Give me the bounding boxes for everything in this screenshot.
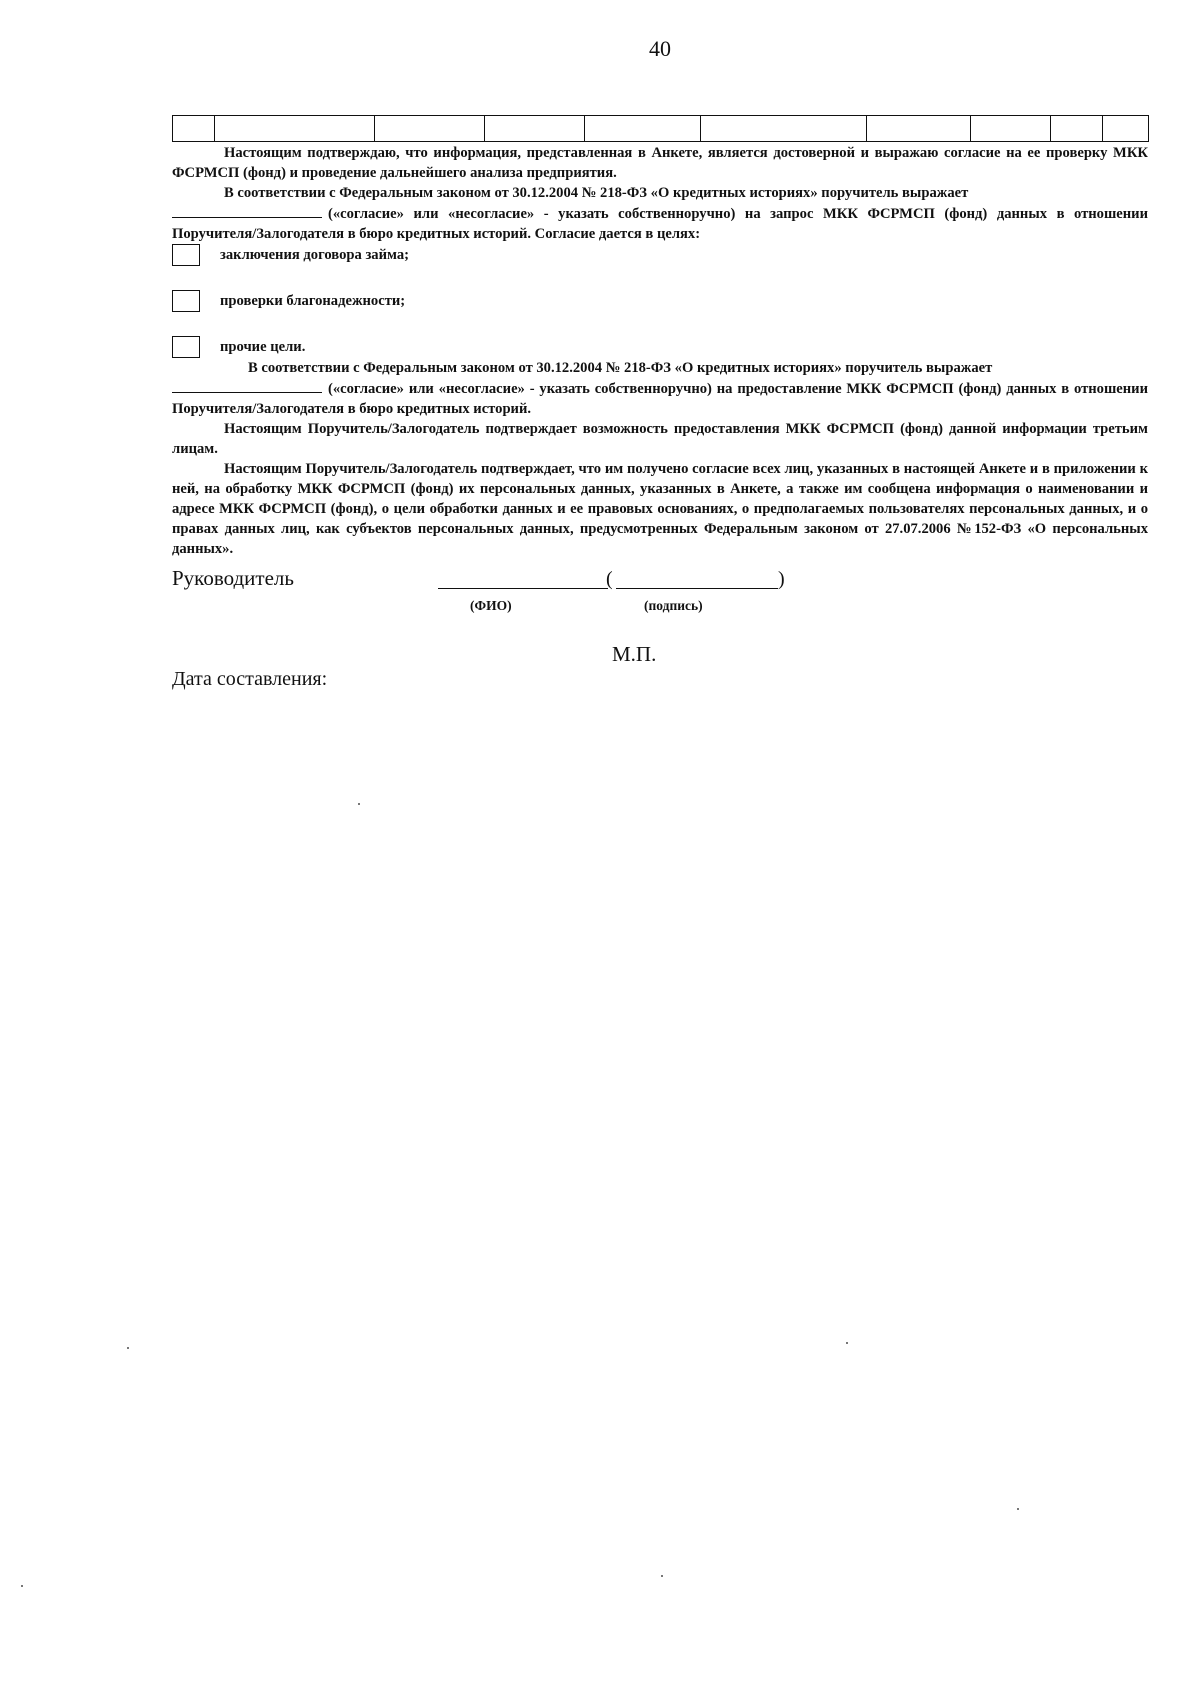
page-number: 40 bbox=[649, 36, 671, 61]
scan-speck bbox=[21, 1585, 23, 1587]
scan-speck bbox=[127, 1347, 129, 1349]
paragraph-credit-bureau-request bbox=[172, 183, 1148, 244]
date-label: Дата составления: bbox=[172, 668, 328, 690]
table-cell[interactable] bbox=[215, 116, 375, 142]
purpose-other-row[interactable] bbox=[172, 336, 1148, 358]
open-paren: ( bbox=[606, 568, 613, 590]
signature-line[interactable] bbox=[616, 588, 778, 589]
signature-caption: (подпись) bbox=[644, 598, 703, 613]
paragraph-credit-bureau-provision bbox=[172, 358, 1148, 419]
paragraph-text: В соответствии с Федеральным законом от 30.12.2004 № 218-ФЗ «О кредитных историях» поручитель выражает bbox=[224, 185, 969, 201]
table-cell[interactable] bbox=[1103, 116, 1149, 142]
table-cell[interactable] bbox=[701, 116, 867, 142]
scan-speck bbox=[358, 803, 360, 805]
table-cell[interactable] bbox=[375, 116, 485, 142]
purpose-other-checkbox[interactable] bbox=[172, 336, 200, 358]
paragraph-personal-data: Настоящим Поручитель/Залогодатель подтверждает, что им получено согласие всех лиц, указанных в настоящей Анкете и в приложении к ней, на обработку МКК ФСРМСП (фонд) их персональных данных, указанных в Анкете, а также им сообщена информация о наименовании и адресе МКК ФСРМСП (фонд), о цели обработки данных и ее правовых основаниях, о предполагаемых пользователях персональных данных, и о правах данных лиц, как субъектов персональных данных, предусмотренных Федеральным законом от 27.07.2006 №152-ФЗ «О персональных данных». bbox=[172, 461, 1148, 557]
paragraph-text: («согласие» или «несогласие» - указать собственноручно) на предоставление МКК ФСРМСП (фонд) данных в отношении Поручителя/Залогодателя в бюро кредитных историй. bbox=[172, 381, 1148, 417]
signature-block bbox=[172, 566, 1148, 626]
consent-text bbox=[172, 143, 1148, 559]
purpose-reliability-checkbox[interactable] bbox=[172, 290, 200, 312]
purpose-reliability-row[interactable] bbox=[172, 290, 1148, 312]
close-paren: ) bbox=[778, 568, 785, 590]
checkbox-label: заключения договора займа; bbox=[220, 247, 410, 263]
fio-caption: (ФИО) bbox=[470, 598, 512, 613]
header-table bbox=[172, 115, 1149, 142]
scan-speck bbox=[1017, 1508, 1019, 1510]
stamp-placeholder: М.П. bbox=[612, 642, 657, 666]
table-row bbox=[173, 116, 1149, 142]
table-cell[interactable] bbox=[173, 116, 215, 142]
table-cell[interactable] bbox=[1051, 116, 1103, 142]
purpose-loan-checkbox[interactable] bbox=[172, 244, 200, 266]
fio-line[interactable] bbox=[438, 588, 608, 589]
table-cell[interactable] bbox=[585, 116, 701, 142]
paragraph-text: В соответствии с Федеральным законом от 30.12.2004 № 218-ФЗ «О кредитных историях» поручитель выражает bbox=[248, 360, 993, 376]
scan-speck bbox=[661, 1575, 663, 1577]
paragraph-text: («согласие» или «несогласие» - указать собственноручно) на запрос МКК ФСРМСП (фонд) данных в отношении Поручителя/Залогодателя в бюро кредитных историй. Согласие дается в целях: bbox=[172, 206, 1148, 242]
consent-blank-line[interactable] bbox=[172, 203, 322, 218]
table-cell[interactable] bbox=[485, 116, 585, 142]
paragraph-accuracy: Настоящим подтверждаю, что информация, представленная в Анкете, является достоверной и выражаю согласие на ее проверку МКК ФСРМСП (фонд) и проведение дальнейшего анализа предприятия. bbox=[172, 145, 1148, 181]
scan-speck bbox=[846, 1342, 848, 1344]
paragraph-third-parties: Настоящим Поручитель/Залогодатель подтверждает возможность предоставления МКК ФСРМСП (фонд) данной информации третьим лицам. bbox=[172, 421, 1148, 457]
purpose-loan-row[interactable] bbox=[172, 244, 1148, 266]
table-cell[interactable] bbox=[971, 116, 1051, 142]
signatory-role: Руководитель bbox=[172, 566, 294, 590]
consent-blank-line[interactable] bbox=[172, 378, 322, 393]
checkbox-label: проверки благонадежности; bbox=[220, 293, 406, 309]
table-cell[interactable] bbox=[867, 116, 971, 142]
checkbox-label: прочие цели. bbox=[220, 339, 306, 355]
